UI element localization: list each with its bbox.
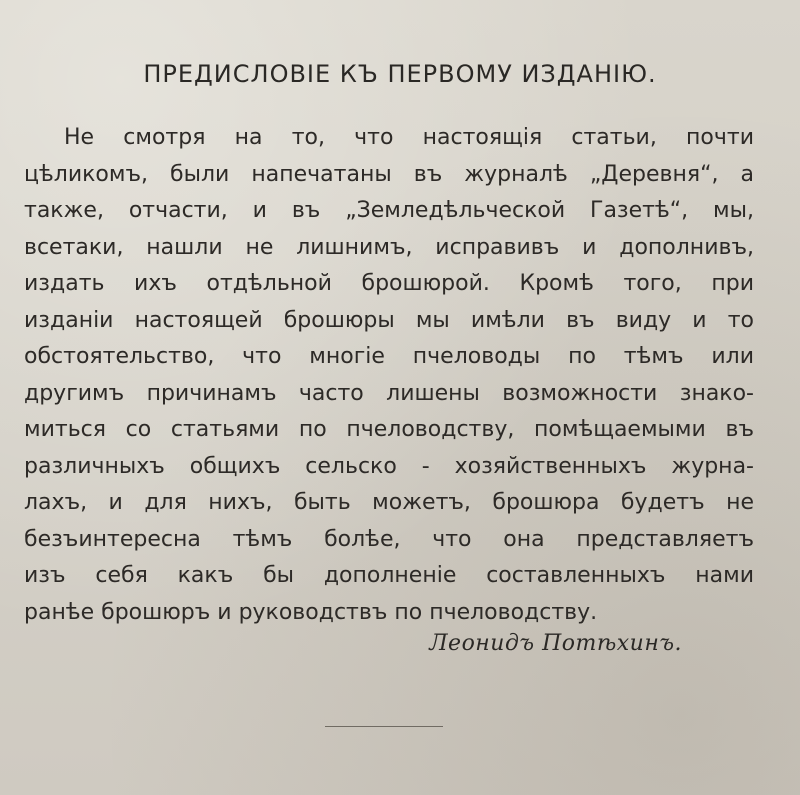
body-line-2: цѣликомъ, были напечатаны въ журналѣ „Деревня“, а xyxy=(24,161,754,187)
body-line-4: всетаки, нашли не лишнимъ, исправивъ и дополнивъ, xyxy=(24,234,754,260)
preface-body xyxy=(24,120,754,631)
body-line-13: изъ себя какъ бы дополненіе составленныхъ нами xyxy=(24,563,754,588)
body-line-14: ранѣе брошюръ и руководствъ по пчеловодству. xyxy=(24,599,598,625)
body-line-1: Не смотря на то, что настоящія статьи, почти xyxy=(64,125,754,150)
page-title: ПРЕДИСЛОВІЕ КЪ ПЕРВОМУ ИЗДАНІЮ. xyxy=(143,60,657,88)
section-divider xyxy=(325,726,443,727)
body-line-12: безъинтересна тѣмъ болѣе, что она представляетъ xyxy=(24,526,754,552)
author-signature: Леонидъ Потѣхинъ. xyxy=(429,631,682,656)
body-line-3: также, отчасти, и въ „Земледѣльческой Газетѣ“, мы, xyxy=(24,198,754,223)
body-line-5: издать ихъ отдѣльной брошюрой. Кромѣ того, при xyxy=(24,271,754,296)
body-line-9: миться со статьями по пчеловодству, помѣщаемыми въ xyxy=(24,417,754,442)
body-line-7: обстоятельство, что многіе пчеловоды по тѣмъ или xyxy=(24,344,754,369)
body-line-10: различныхъ общихъ сельско - хозяйственныхъ журна- xyxy=(24,453,754,479)
body-line-11: лахъ, и для нихъ, быть можетъ, брошюра будетъ не xyxy=(24,490,754,515)
body-line-8: другимъ причинамъ часто лишены возможности знако- xyxy=(24,380,754,406)
body-line-6: изданіи настоящей брошюры мы имѣли въ виду и то xyxy=(24,307,754,333)
